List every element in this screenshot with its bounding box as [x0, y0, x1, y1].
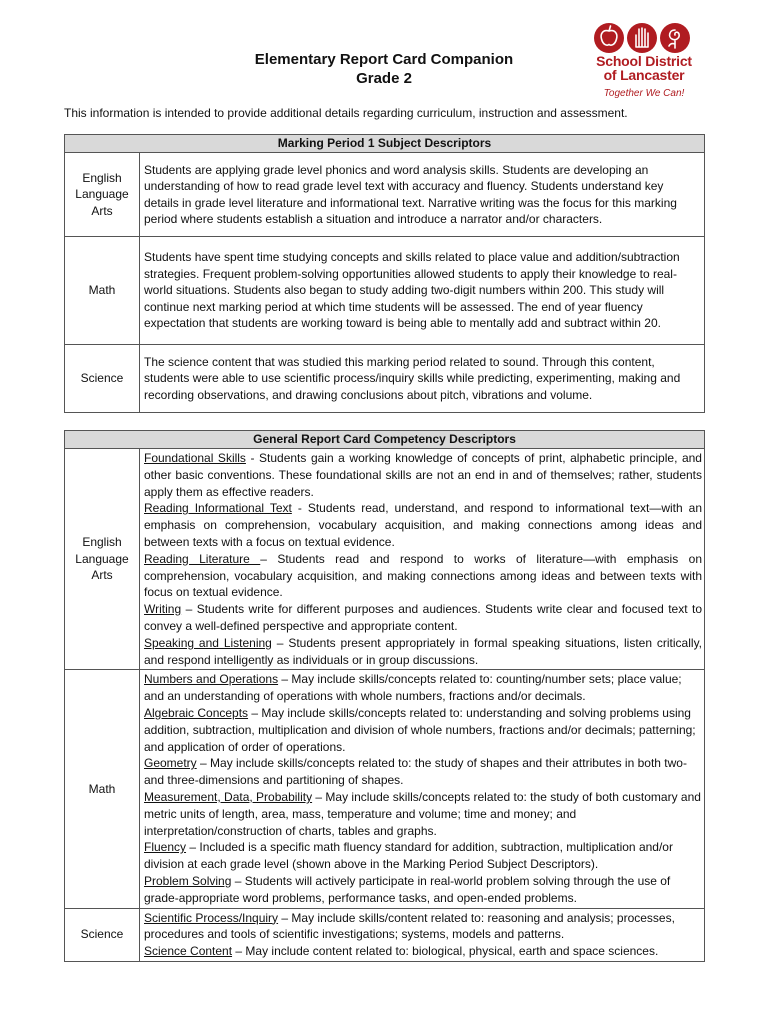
- list-item: Foundational Skills - Students gain a working knowledge of concepts of print, alphabetic principle, and other basic conventions. These foundational skills are not an end in and of themselves; rather, students apply them as effective readers.: [144, 451, 702, 499]
- list-item: Speaking and Listening – Students present appropriately in formal speaking situations, listen critically, and respond intelligently as individuals or in group discussions.: [144, 635, 703, 667]
- logo-wordmark: School District of Lancaster: [596, 53, 692, 83]
- subject-math: Math: [65, 237, 140, 345]
- logo-tagline: Together We Can!: [603, 88, 685, 99]
- science-descriptor: The science content that was studied this marking period related to sound. Through this content, students were able to use scientific process/inquiry skills while predicting, experimenting, making and recording observations, and drawing conclusions about pitch, vibrations and volume.: [140, 345, 705, 413]
- list-item: Fluency – Included is a specific math fluency standard for addition, subtraction, multiplication and/or division at each grade level (shown above in the Marking Period Subject Descriptors).: [144, 840, 673, 872]
- marking-period-table: [64, 134, 705, 413]
- list-item: Reading Literature – Students read and respond to works of literature—with emphasis on comprehension, vocabulary acquisition, and making connections among ideas and between texts with focus on textual evidence.: [144, 551, 702, 600]
- list-item: Writing – Students write for different purposes and audiences. Students write clear and focused text to convey a well-defined perspective and appropriate content.: [144, 602, 702, 633]
- table-row: [65, 670, 705, 908]
- subject-ela: English Language Arts: [65, 449, 140, 670]
- list-item: Numbers and Operations – May include skills/concepts related to: counting/number sets; place value; and an understanding of operations with whole numbers, fractions and/or decimals.: [144, 672, 682, 704]
- list-item: Algebraic Concepts – May include skills/concepts related to: understanding and solving problems using addition, subtraction, multiplication and division of whole numbers, fractions and/or decimals; patterning; and application of order of operations.: [144, 705, 696, 754]
- science-competencies: [140, 908, 705, 961]
- table-row: [65, 237, 705, 345]
- marking-period-heading: Marking Period 1 Subject Descriptors: [65, 135, 705, 153]
- math-descriptor: Students have spent time studying concepts and skills related to place value and addition/subtraction strategies. Frequent problem-solving opportunities allowed students to apply their knowledge to real-world situations. Students also began to study adding two-digit numbers within 200. This study will continue next marking period at which time students will be assessed. The end of year fluency expectation that students are working toward is being able to mentally add and subtract within 20.: [140, 237, 705, 345]
- subject-science: Science: [65, 345, 140, 413]
- page-title: Elementary Report Card Companion: [254, 51, 514, 68]
- competency-table: [64, 430, 705, 962]
- ela-competencies: [140, 449, 705, 670]
- list-item: Science Content – May include content related to: biological, physical, earth and space sciences.: [144, 944, 659, 959]
- list-item: Scientific Process/Inquiry – May include skills/content related to: reasoning and analysis; processes, procedures and tools of scientific investigations; systems, models and patterns.: [144, 910, 675, 942]
- list-item: Measurement, Data, Probability – May include skills/concepts related to: the study of both customary and metric units of length, area, mass, temperature and volume; time and money; and interpretation/construction of charts, tables and graphs.: [144, 789, 701, 838]
- competency-heading: General Report Card Competency Descriptors: [65, 431, 705, 449]
- list-item: Geometry – May include skills/concepts related to: the study of shapes and their attributes in both two- and three-dimensions and partitioning of shapes.: [144, 756, 687, 788]
- table-row: [65, 449, 705, 670]
- list-item: Reading Informational Text - Students read, understand, and respond to informational text—with an emphasis on comprehension, vocabulary acquisition, and making connections among ideas and between texts with a focus on textual evidence.: [144, 501, 703, 549]
- table-row: [65, 153, 705, 237]
- logo-icons: [593, 20, 691, 54]
- intro-text: This information is intended to provide additional details regarding curriculum, instruction and assessment.: [64, 106, 628, 120]
- subject-science: Science: [65, 908, 140, 961]
- table-row: [65, 908, 705, 961]
- page-subtitle: Grade 2: [356, 70, 412, 87]
- district-logo: [584, 20, 704, 100]
- ela-descriptor: Students are applying grade level phonics and word analysis skills. Students are developing an understanding of how to read grade level text with accuracy and fluency. Students understand key details in grade level literature and informational text. Narrative writing was the focus for this marking period where students establish a situation and introduce a narrator and/or characters.: [140, 153, 705, 237]
- table-row: [65, 345, 705, 413]
- subject-ela: English Language Arts: [65, 153, 140, 237]
- subject-math: Math: [65, 670, 140, 908]
- math-competencies: [140, 670, 705, 908]
- list-item: Problem Solving – Students will actively participate in real-world problem solving through the use of grade-appropriate word problems, performance tasks, and open-ended problems.: [144, 873, 671, 905]
